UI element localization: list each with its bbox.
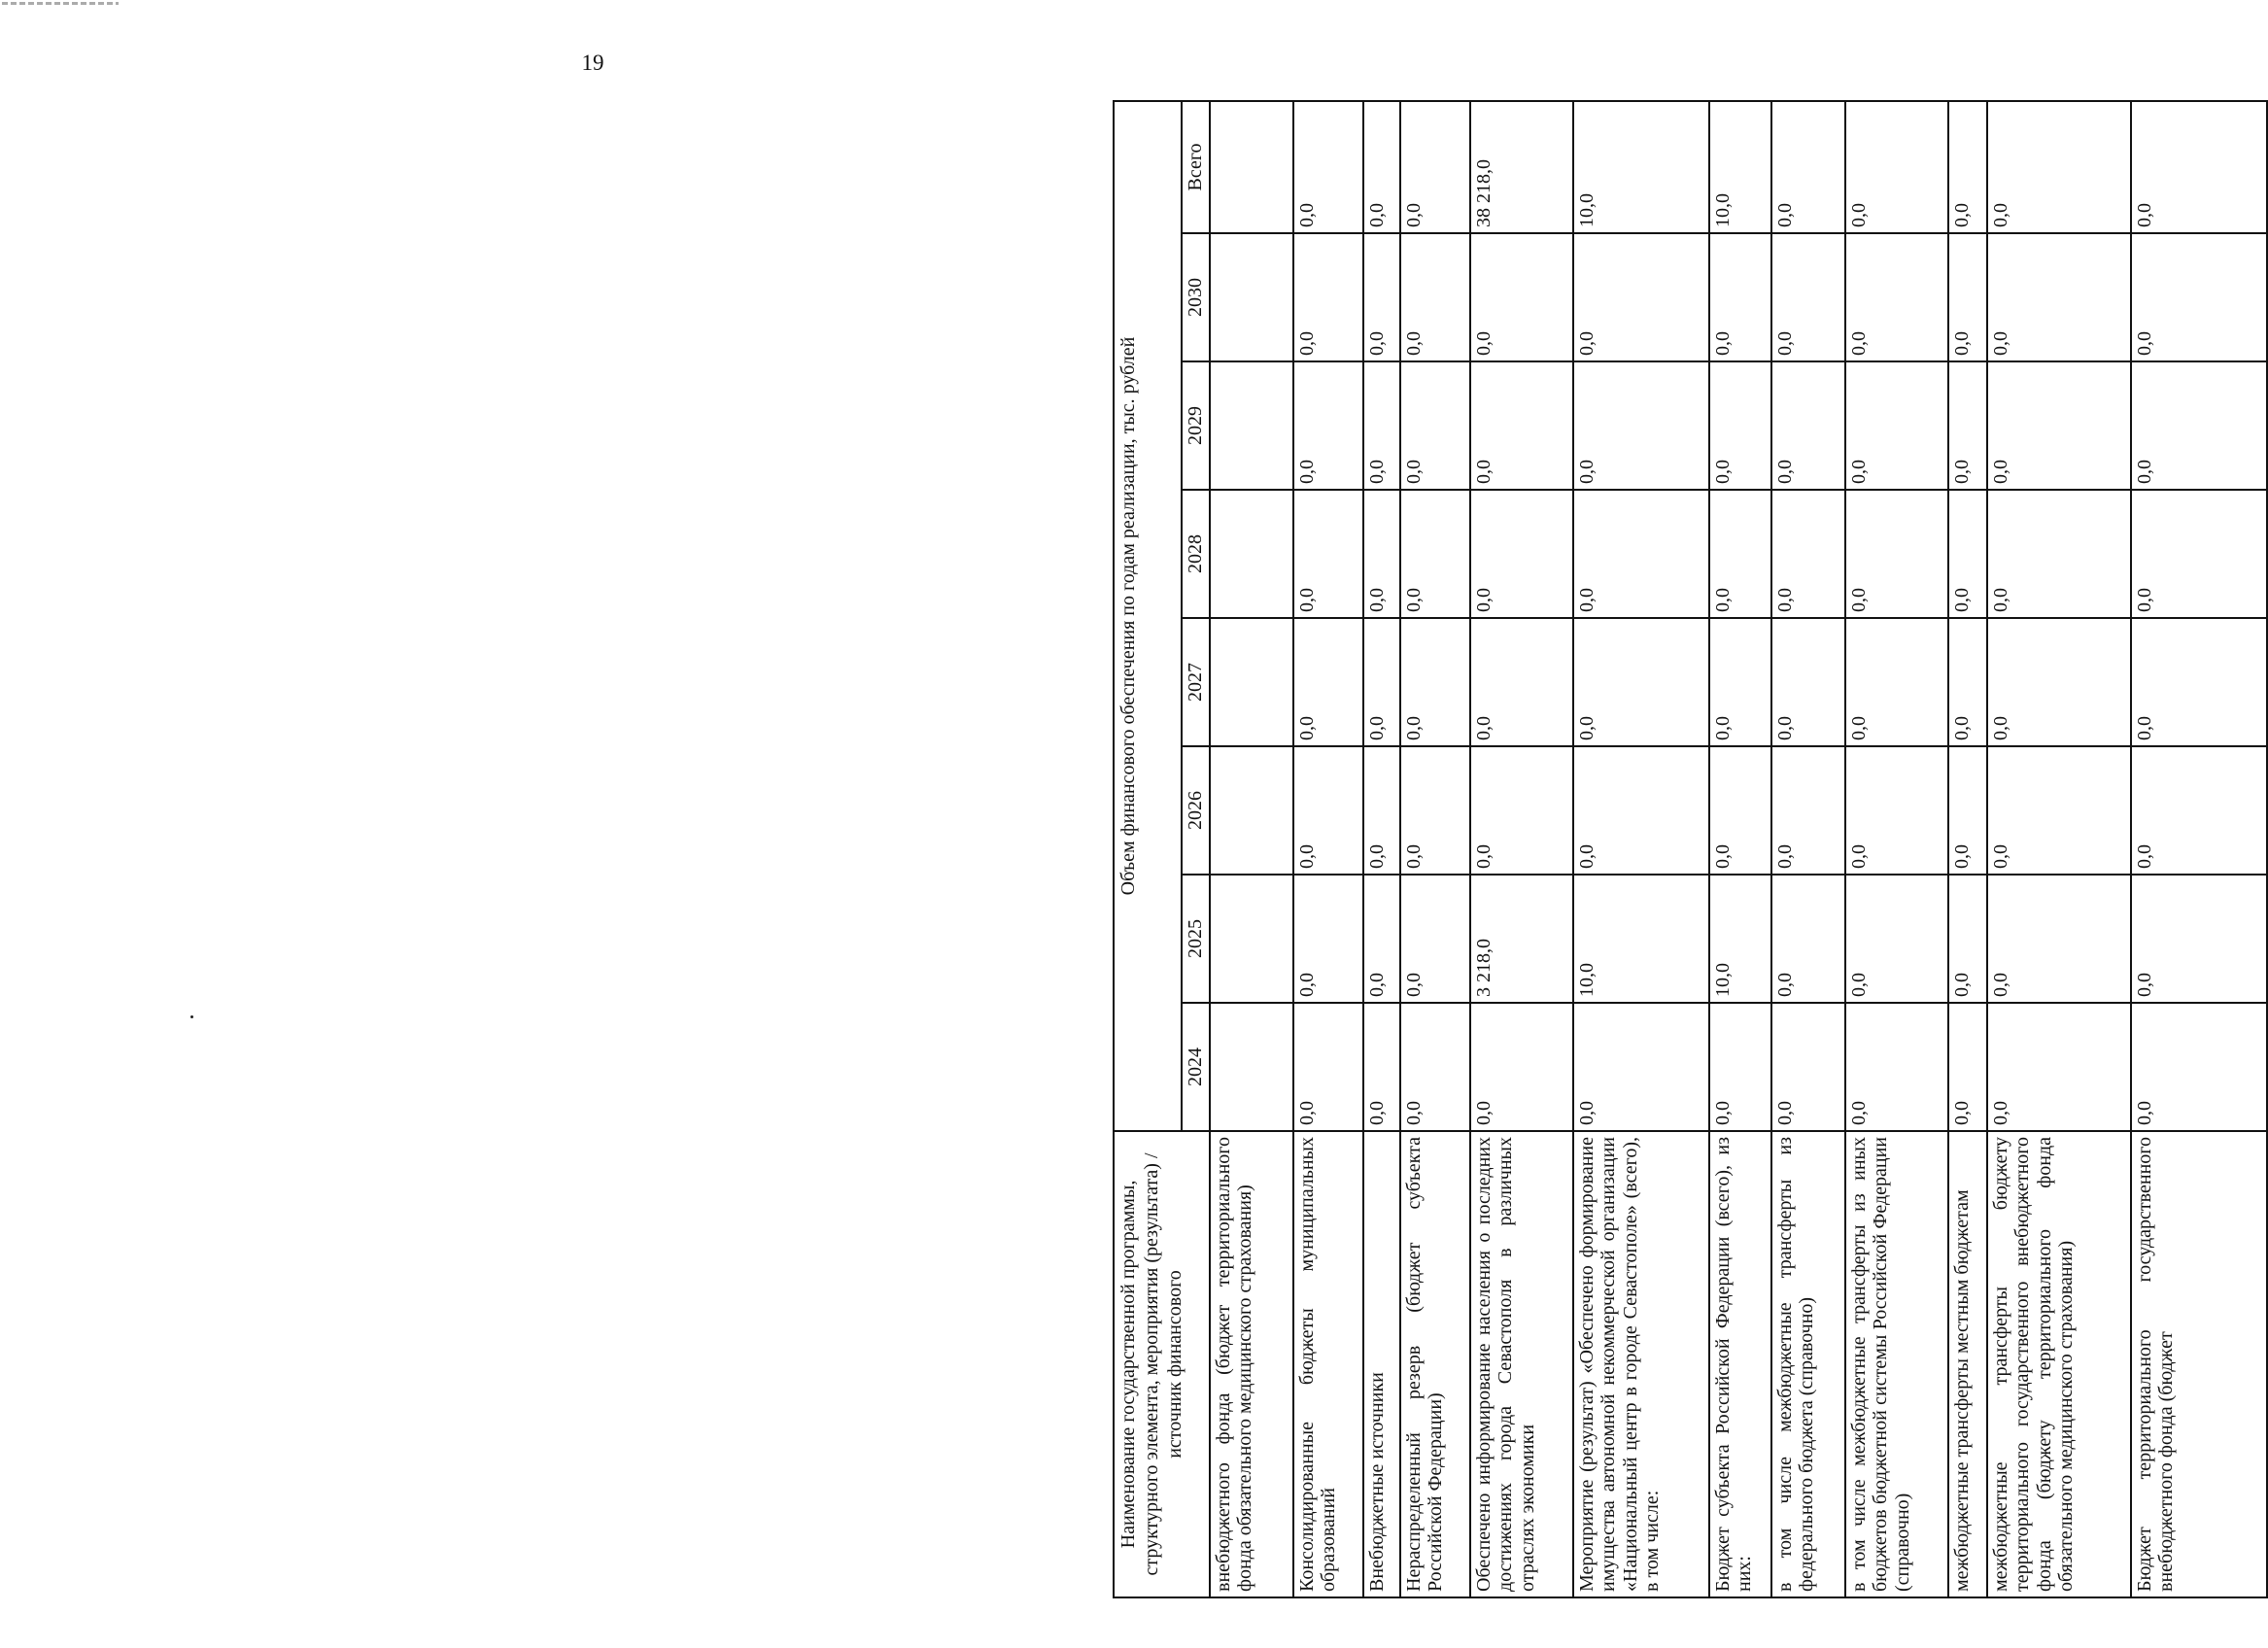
year-header: 2030 [1182,233,1210,361]
year-header: 2026 [1182,746,1210,875]
value-cell: 0,0 [1470,618,1573,746]
value-cell: 0,0 [1573,361,1709,490]
year-header: 2027 [1182,618,1210,746]
value-cell: 0,0 [1845,361,1948,490]
value-cell: 0,0 [1987,361,2131,490]
value-cell [1210,875,1293,1003]
value-cell: 0,0 [1845,490,1948,618]
value-cell: 0,0 [1400,101,1470,233]
rotated-table-container [1113,102,2176,1598]
value-cell: 0,0 [1470,1003,1573,1131]
value-cell: 3 218,0 [1470,875,1573,1003]
table-row [1987,101,2131,1597]
value-cell: 0,0 [1771,875,1845,1003]
value-cell: 0,0 [1987,1003,2131,1131]
value-cell: 0,0 [1987,490,2131,618]
value-cell: 0,0 [1293,618,1363,746]
table-row [1709,101,1771,1597]
row-name-cell: Бюджет территориального государственного внебюджетного фонда (бюджет [2131,1131,2267,1597]
value-cell: 0,0 [1400,875,1470,1003]
value-cell: 0,0 [1845,101,1948,233]
value-cell: 38 218,0 [1470,101,1573,233]
value-cell: 10,0 [1573,875,1709,1003]
value-cell: 0,0 [1771,490,1845,618]
table-row [2131,101,2267,1597]
value-cell: 0,0 [1987,233,2131,361]
year-header: 2029 [1182,361,1210,490]
row-name-cell: межбюджетные трансферты местным бюджетам [1948,1131,1987,1597]
year-header: Всего [1182,101,1210,233]
value-cell: 0,0 [1771,746,1845,875]
table-row [1948,101,1987,1597]
value-cell: 0,0 [1771,618,1845,746]
table-row [1400,101,1470,1597]
value-cell: 0,0 [1948,875,1987,1003]
value-cell [1210,490,1293,618]
value-cell: 0,0 [1845,1003,1948,1131]
value-cell: 0,0 [1709,490,1771,618]
value-cell: 0,0 [1709,618,1771,746]
value-cell: 0,0 [1771,361,1845,490]
value-cell: 0,0 [1771,1003,1845,1131]
value-cell: 0,0 [1709,361,1771,490]
head-volume-cell: Объем финансового обеспечения по годам реализации, тыс. рублей [1114,101,1182,1131]
table-row [1470,101,1573,1597]
value-cell [1210,233,1293,361]
financing-table [1113,100,2268,1598]
value-cell [1210,1003,1293,1131]
value-cell: 0,0 [1363,746,1400,875]
value-cell: 0,0 [1771,233,1845,361]
value-cell: 0,0 [2131,233,2267,361]
row-name-cell: Внебюджетные источники [1363,1131,1400,1597]
value-cell: 0,0 [1363,233,1400,361]
row-name-cell: Бюджет субъекта Российской Федерации (всего), из них: [1709,1131,1771,1597]
value-cell: 0,0 [1987,101,2131,233]
value-cell: 0,0 [1400,746,1470,875]
value-cell: 0,0 [1293,746,1363,875]
value-cell: 0,0 [1400,233,1470,361]
value-cell: 0,0 [2131,618,2267,746]
value-cell: 0,0 [1948,618,1987,746]
value-cell [1210,101,1293,233]
value-cell: 0,0 [1845,233,1948,361]
value-cell: 0,0 [1470,233,1573,361]
value-cell: 0,0 [1293,101,1363,233]
row-name-cell: Обеспечено информирование населения о последних достижениях города Севастополя в различных отраслях экономики [1470,1131,1573,1597]
value-cell: 0,0 [1293,1003,1363,1131]
value-cell [1210,746,1293,875]
value-cell: 0,0 [1987,746,2131,875]
value-cell: 0,0 [1709,233,1771,361]
value-cell: 0,0 [1948,746,1987,875]
value-cell: 0,0 [2131,101,2267,233]
year-header: 2028 [1182,490,1210,618]
page-number: 19 [581,51,604,75]
value-cell [1210,361,1293,490]
value-cell: 10,0 [1709,101,1771,233]
value-cell: 0,0 [1709,1003,1771,1131]
value-cell: 0,0 [1363,618,1400,746]
value-cell: 0,0 [1948,233,1987,361]
value-cell: 0,0 [1363,361,1400,490]
value-cell: 0,0 [1771,101,1845,233]
value-cell: 0,0 [1400,490,1470,618]
table-row [1363,101,1400,1597]
table-row [1573,101,1709,1597]
table-row [1845,101,1948,1597]
value-cell: 0,0 [1293,361,1363,490]
table-row [1210,101,1293,1597]
value-cell: 0,0 [1948,361,1987,490]
value-cell: 0,0 [1948,1003,1987,1131]
value-cell: 0,0 [1363,875,1400,1003]
value-cell: 0,0 [1293,875,1363,1003]
value-cell: 0,0 [1845,746,1948,875]
row-name-cell: Консолидированные бюджеты муниципальных образований [1293,1131,1363,1597]
scan-artifact [2,2,119,5]
value-cell: 0,0 [1363,101,1400,233]
value-cell: 0,0 [1573,618,1709,746]
value-cell: 0,0 [2131,490,2267,618]
value-cell: 0,0 [1573,490,1709,618]
value-cell: 0,0 [2131,1003,2267,1131]
table-row [1293,101,1363,1597]
value-cell: 10,0 [1709,875,1771,1003]
row-name-cell: Мероприятие (результат) «Обеспечено формирование имущества автономной некоммерческой организации «Национальный центр в городе Севастополе» (всего), в том числе: [1573,1131,1709,1597]
value-cell: 0,0 [2131,875,2267,1003]
value-cell: 0,0 [1363,1003,1400,1131]
value-cell: 0,0 [1293,490,1363,618]
value-cell: 0,0 [2131,361,2267,490]
value-cell: 0,0 [1400,618,1470,746]
value-cell: 0,0 [2131,746,2267,875]
value-cell: 10,0 [1573,101,1709,233]
value-cell: 0,0 [1987,875,2131,1003]
value-cell: 0,0 [1845,875,1948,1003]
year-header: 2024 [1182,1003,1210,1131]
value-cell: 0,0 [1573,746,1709,875]
value-cell: 0,0 [1400,361,1470,490]
value-cell: 0,0 [1709,746,1771,875]
row-name-cell: Нераспределенный резерв (бюджет субъекта Российской Федерации) [1400,1131,1470,1597]
row-name-cell: в том числе межбюджетные трансферты из иных бюджетов бюджетной системы Российской Федерации (справочно) [1845,1131,1948,1597]
head-name-cell: Наименование государственной программы, структурного элемента, мероприятия (результата) / источник финансового [1114,1131,1210,1597]
table-row [1771,101,1845,1597]
value-cell: 0,0 [1470,746,1573,875]
value-cell [1210,618,1293,746]
value-cell: 0,0 [1573,233,1709,361]
value-cell: 0,0 [1470,361,1573,490]
value-cell: 0,0 [1363,490,1400,618]
year-header: 2025 [1182,875,1210,1003]
scan-dot [190,1015,193,1018]
value-cell: 0,0 [1845,618,1948,746]
row-name-cell: межбюджетные трансферты бюджету территориального государственного внебюджетного фонда (бюджету территориального фонда обязательного медицинского страхования) [1987,1131,2131,1597]
row-name-cell: внебюджетного фонда (бюджет территориального фонда обязательного медицинского страхования) [1210,1131,1293,1597]
value-cell: 0,0 [1293,233,1363,361]
value-cell: 0,0 [1987,618,2131,746]
value-cell: 0,0 [1948,101,1987,233]
value-cell: 0,0 [1400,1003,1470,1131]
value-cell: 0,0 [1948,490,1987,618]
value-cell: 0,0 [1573,1003,1709,1131]
row-name-cell: в том числе межбюджетные трансферты из федерального бюджета (справочно) [1771,1131,1845,1597]
value-cell: 0,0 [1470,490,1573,618]
